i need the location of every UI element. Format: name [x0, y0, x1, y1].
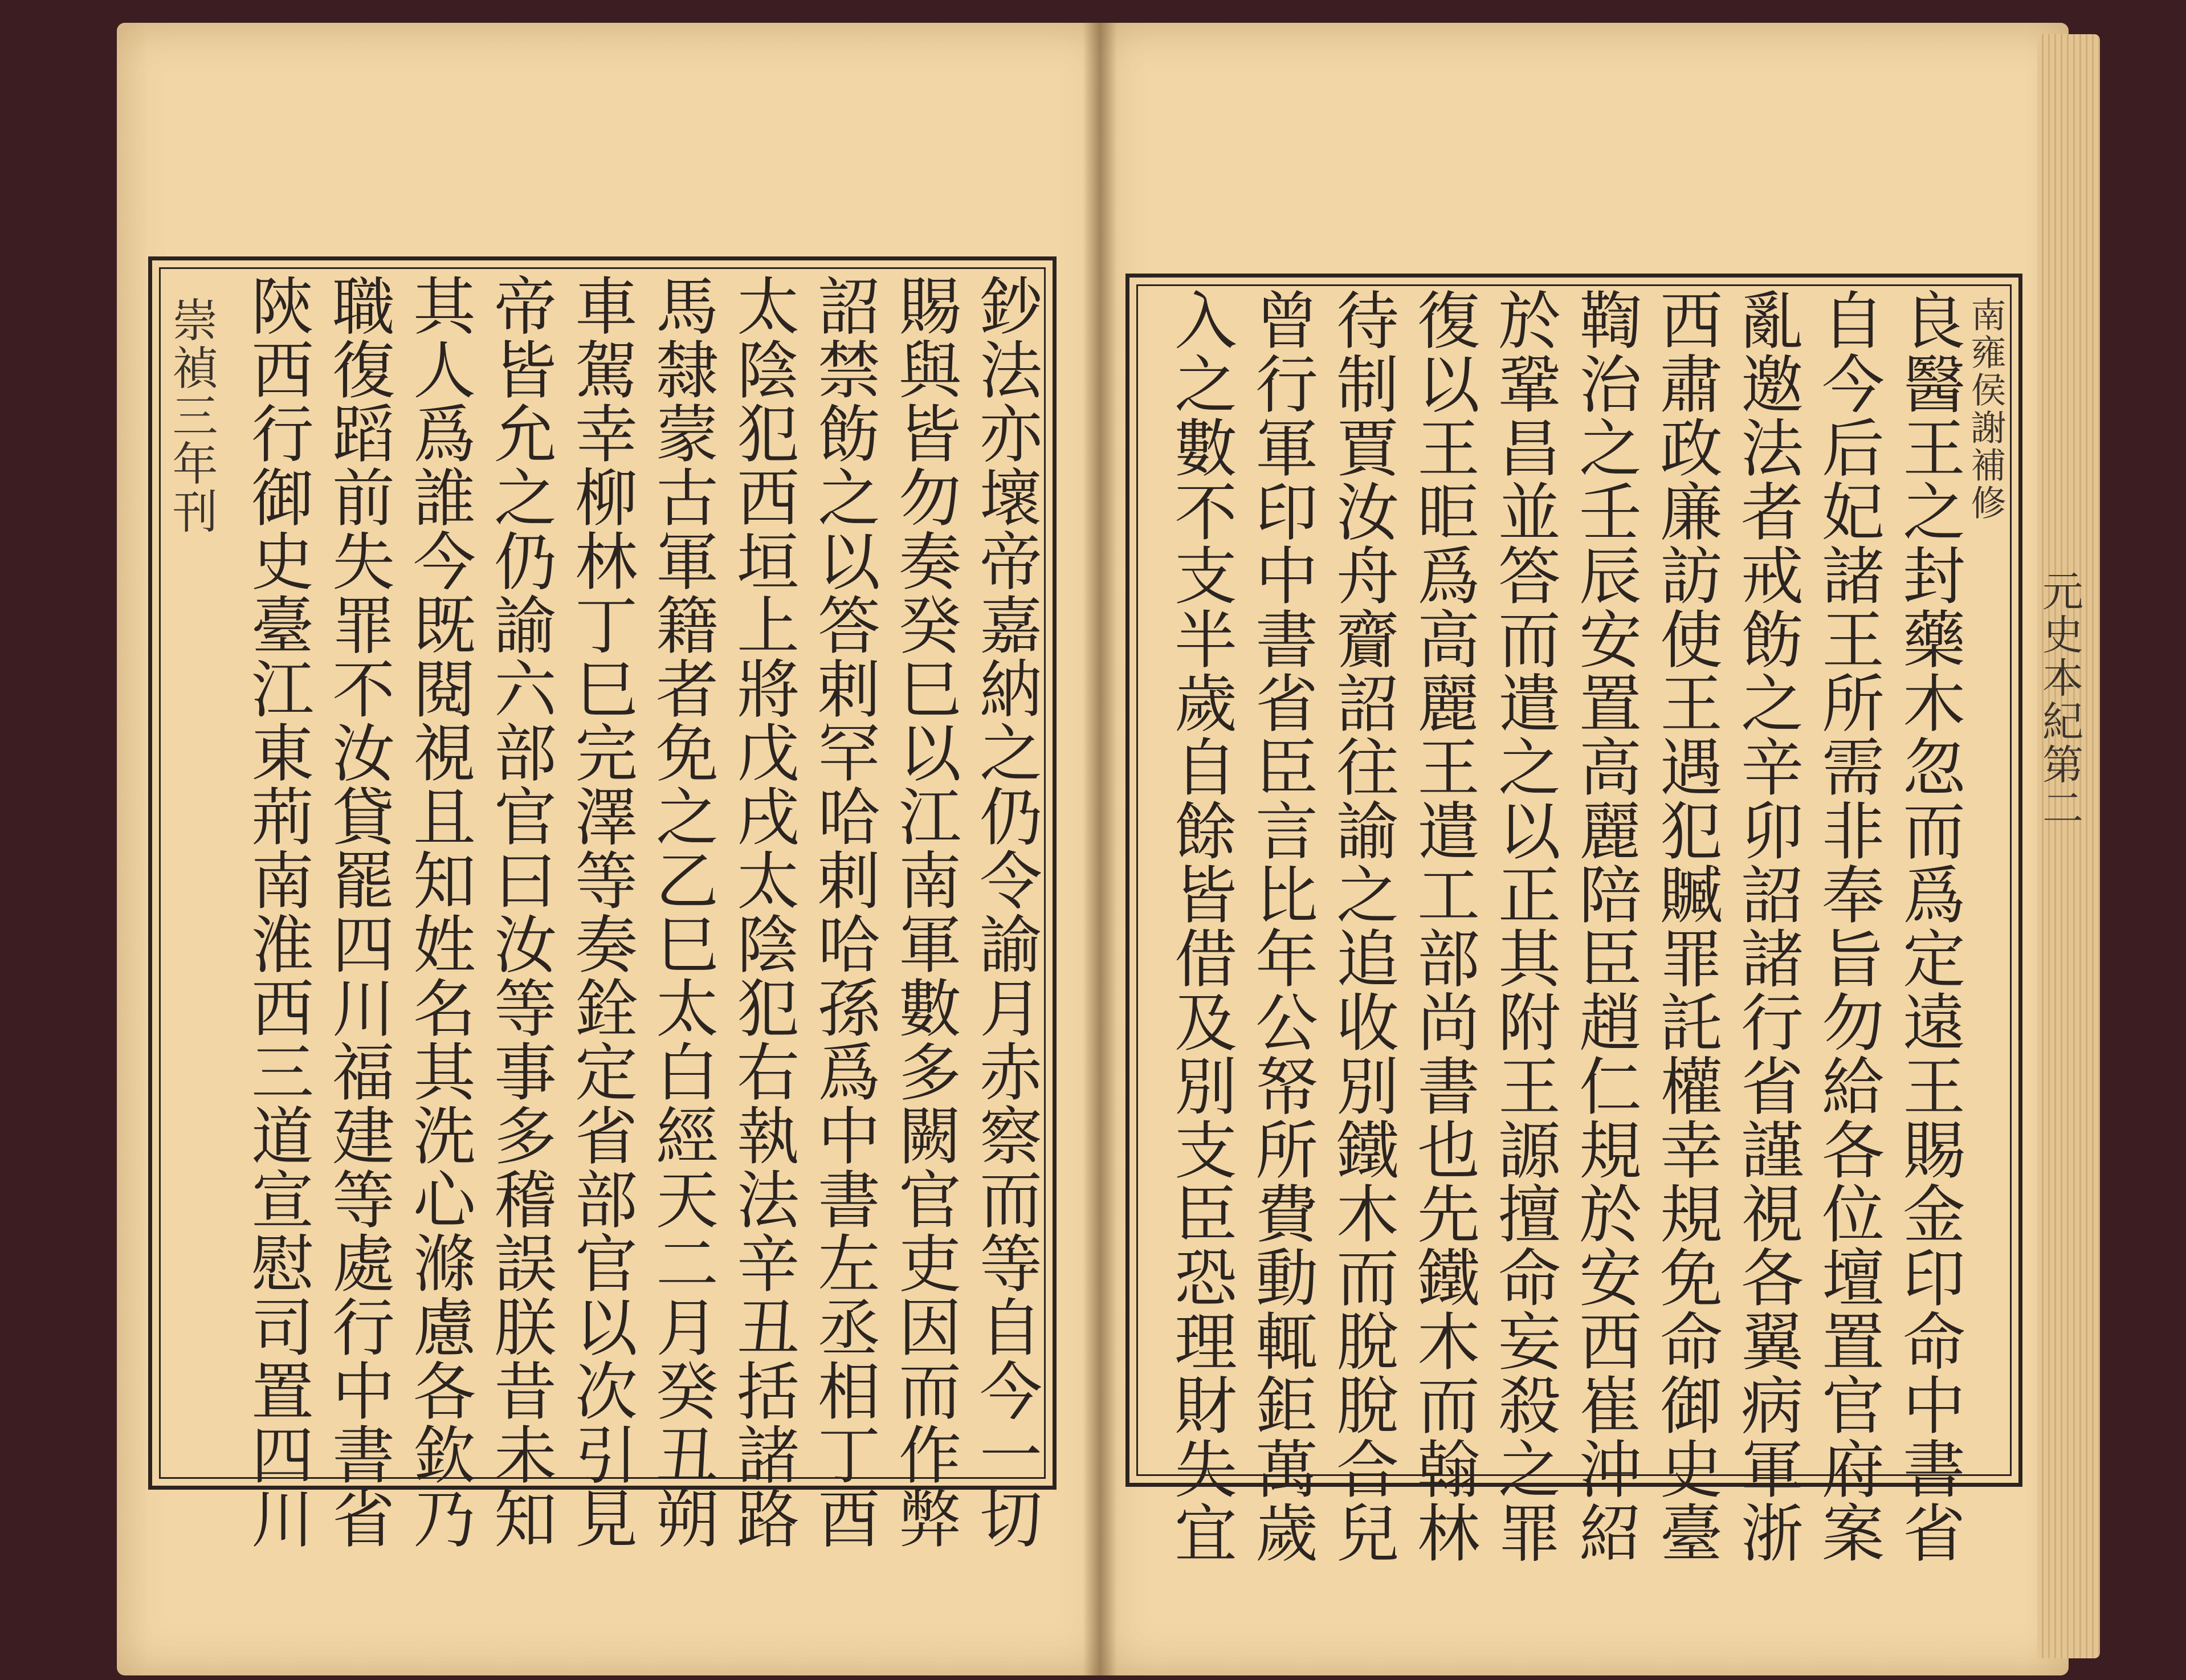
left-column-7: 帝皆允之仍諭六部官曰汝等事多稽誤朕昔未知	[484, 274, 557, 1550]
right-column-5: 鞫治之壬辰安置高麗陪臣趙仁規於安西崔沖紹	[1569, 288, 1642, 1564]
right-column-9: 曾行軍印中書省臣言比年公帑所費動輒鉅萬歲	[1245, 288, 1318, 1564]
right-column-10: 入之數不支半歲自餘皆借及別支臣恐理財失宜	[1164, 288, 1237, 1564]
left-margin-title: 崇禎三年刊	[165, 296, 218, 536]
right-margin-title: 元史本紀第二	[2036, 570, 2083, 830]
right-column-8: 待制賈汝舟齎詔往諭之追收別鐵木而脫脫合兒	[1326, 288, 1399, 1564]
left-column-9: 職復蹈前失罪不汝貸罷四川福建等處行中書省	[322, 274, 395, 1550]
left-column-10: 陝西行御史臺江東荊南淮西三道宣慰司置四川	[241, 274, 314, 1550]
right-column-3: 亂邀法者戒飭之辛卯詔諸行省謹視各翼病軍浙	[1731, 288, 1804, 1564]
left-column-5: 馬隸蒙古軍籍者免之乙巳太白經天二月癸丑朔	[646, 274, 719, 1550]
left-column-2: 賜與皆勿奏癸巳以江南軍數多闕官吏因而作弊	[888, 274, 961, 1550]
right-column-4: 西肅政廉訪使王遇犯贓罪託權幸規免命御史臺	[1650, 288, 1723, 1564]
book-gutter	[1083, 23, 1117, 1675]
left-column-3: 詔禁飭之以答剌罕哈剌哈孫爲中書左丞相丁酉	[807, 274, 880, 1550]
left-column-1: 鈔法亦壞帝嘉納之仍令諭月赤察而等自今一切	[969, 274, 1042, 1550]
right-column-7: 復以王昛爲高麗王遣工部尚書也先鐵木而翰林	[1407, 288, 1480, 1564]
left-column-6: 車駕幸柳林丁巳完澤等奏銓定省部官以次引見	[565, 274, 638, 1550]
left-column-8: 其人爲誰今既閱視且知姓名其洗心滌慮各欽乃	[403, 274, 476, 1550]
right-column-6: 於鞏昌並答而遣之以正其附王謜擅命妄殺之罪	[1488, 288, 1561, 1564]
right-header-note: 南雍侯謝補修	[1965, 296, 2006, 522]
right-column-2: 自今后妃諸王所需非奉旨勿給各位壇置官府案	[1812, 288, 1885, 1564]
left-column-4: 太陰犯西垣上將戊戌太陰犯右執法辛丑括諸路	[727, 274, 800, 1550]
right-column-1: 良醫王之封藥木忽而爲定遠王賜金印命中書省	[1893, 288, 1965, 1564]
